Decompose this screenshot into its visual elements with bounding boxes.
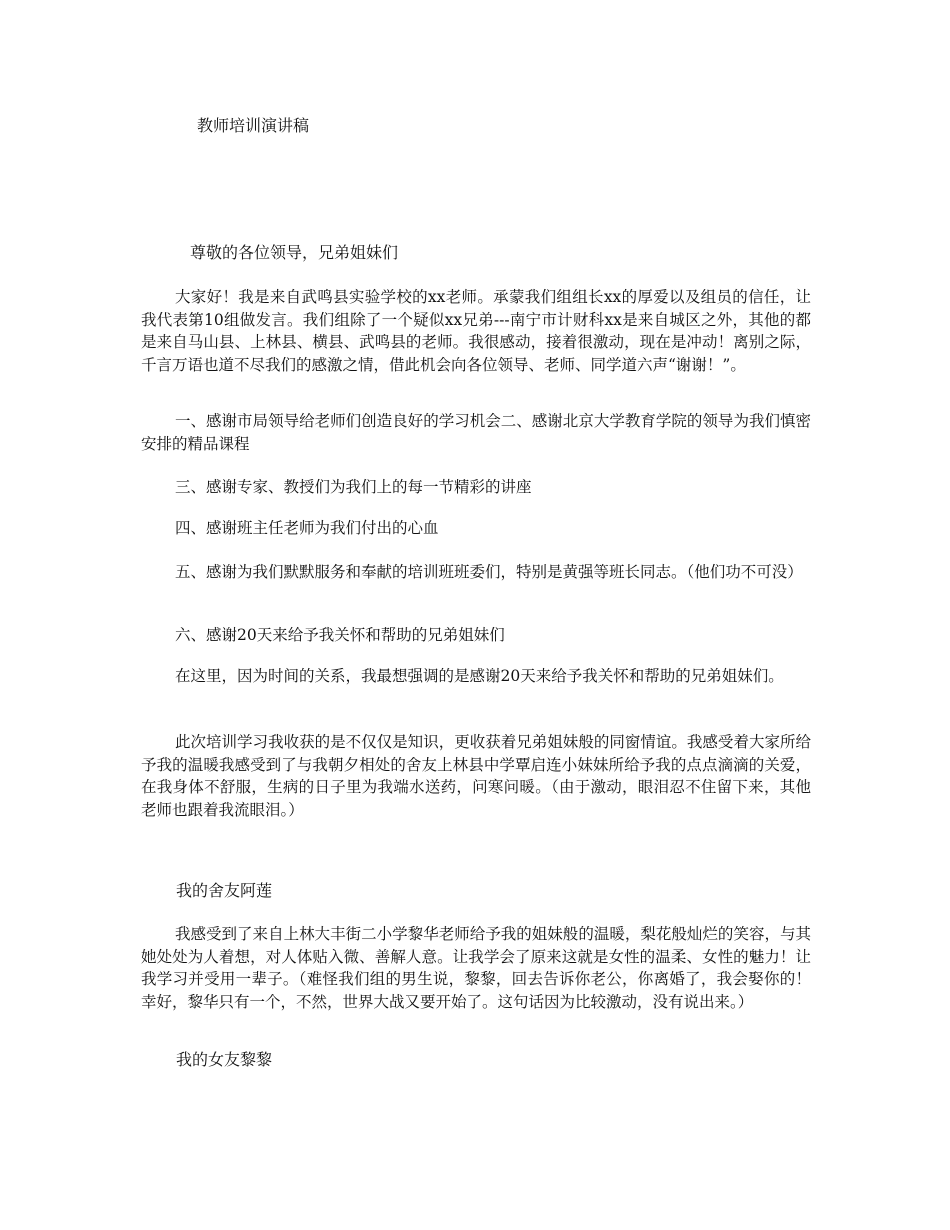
paragraph-intro: 大家好！我是来自武鸣县实验学校的xx老师。承蒙我们组组长xx的厚爱以及组员的信任，让我代表第10组做发言。我们组除了一个疑似xx兄弟---南宁市计财科xx是来自城区之外，其他的都是来自马山县、上林县、横县、武鸣县的老师。我很感动，接着很激动，现在是冲动！离别之际，千言万语也道不尽我们的感激之情，借此机会向各位领导、老师、同学道六声“谢谢！”。 bbox=[141, 288, 811, 374]
paragraph-thanks-3: 三、感谢专家、教授们为我们上的每一节精彩的讲座 bbox=[175, 478, 532, 496]
paragraph-emphasis: 在这里，因为时间的关系，我最想强调的是感谢20天来给予我关怀和帮助的兄弟姐妹们。 bbox=[175, 667, 784, 685]
section-heading-roommate: 我的舍友阿莲 bbox=[176, 881, 273, 900]
salutation: 尊敬的各位领导，兄弟姐妹们 bbox=[190, 243, 399, 262]
paragraph-roommate: 我感受到了来自上林大丰街二小学黎华老师给予我的姐妹般的温暖，梨花般灿烂的笑容，与其她处处为人着想，对人体贴入微、善解人意。让我学会了原来这就是女性的温柔、女性的魅力！让我学习并受用一辈子。（难怪我们组的男生说，黎黎，回去告诉你老公，你离婚了，我会娶你的！幸好，黎华只有一个，不然，世界大战又要开始了。这句话因为比较激动，没有说出来。） bbox=[141, 925, 811, 1011]
document-title: 教师培训演讲稿 bbox=[197, 116, 310, 135]
section-heading-friend: 我的女友黎黎 bbox=[176, 1050, 273, 1069]
paragraph-harvest: 此次培训学习我收获的是不仅仅是知识，更收获着兄弟姐妹般的同窗情谊。我感受着大家所给予我的温暖我感受到了与我朝夕相处的舍友上林县中学覃启连小妹妹所给予我的点点滴滴的关爱，在我身体不舒服，生病的日子里为我端水送药，问寒问暖。（由于激动，眼泪忍不住留下来，其他老师也跟着我流眼泪。） bbox=[141, 733, 811, 819]
paragraph-thanks-1-2: 一、感谢市局领导给老师们创造良好的学习机会二、感谢北京大学教育学院的领导为我们慎密安排的精品课程 bbox=[141, 412, 811, 453]
paragraph-thanks-6: 六、感谢20天来给予我关怀和帮助的兄弟姐妹们 bbox=[175, 626, 505, 644]
paragraph-thanks-5: 五、感谢为我们默默服务和奉献的培训班班委们，特别是黄强等班长同志。（他们功不可没） bbox=[175, 563, 803, 581]
paragraph-thanks-4: 四、感谢班主任老师为我们付出的心血 bbox=[175, 519, 439, 537]
